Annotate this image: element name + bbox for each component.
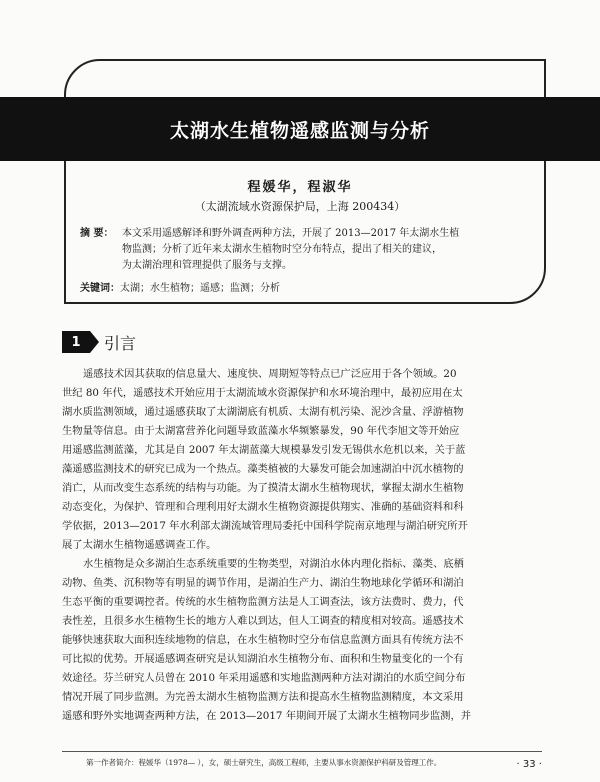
section-number: 1 (62, 331, 90, 353)
authors: 程媛华，程淑华 (247, 180, 353, 195)
text-line: 遥感和野外实地调查两种方法，在 2013—2017 年期间开展了太湖水生植物同步监测，并 (62, 710, 472, 722)
abstract-line: 为太湖治理和管理提供了服务与支撑。 (122, 260, 292, 271)
footnote-rule (62, 751, 542, 752)
text-line: 可比拟的优势。开展遥感调查研究是认知湖泊水生植物分布、面积和生物量变化的一个有 (62, 653, 464, 665)
text-line: 藻遥感监测技术的研究已成为一个热点。藻类植被的大暴发可能会加速湖泊中沉水植物的 (62, 463, 464, 475)
abstract-line: 物监测；分析了近年来太湖水生植物时空分布特点，提出了相关的建议， (122, 244, 442, 255)
section-title: 引言 (104, 333, 137, 353)
abstract (80, 226, 540, 274)
keywords-label: 关键词： (80, 283, 120, 294)
title-band (0, 97, 600, 161)
footnote: 第一作者简介：程媛华（1978— ），女，硕士研究生，高级工程师，主要从事水资源保护科研及管理工作。 (86, 758, 442, 767)
text-line: 学依据，2013—2017 年水利部太湖流域管理局委托中国科学院南京地理与湖泊研究所开 (62, 520, 468, 532)
text-line: 水生植物是众多湖泊生态系统重要的生物类型，对湖泊水体内理化指标、藻类、底栖 (83, 558, 464, 570)
abstract-label: 摘 要： (80, 228, 114, 239)
paragraph-1 (62, 365, 544, 555)
text-line: 世纪 80 年代，遥感技术开始应用于太湖流域水资源保护和水环境治理中，最初应用在太 (62, 387, 463, 399)
affiliation: （太湖流域水资源保护局，上海 200434） (194, 200, 406, 213)
abstract-line: 本文采用遥感解译和野外调查两种方法，开展了 2013—2017 年太湖水生植 (122, 228, 460, 239)
text-line: 动物、鱼类、沉积物等有明显的调节作用，是湖泊生产力、湖泊生物地球化学循环和湖泊 (62, 577, 464, 589)
text-line: 表性差，且很多水生植物生长的地方人难以到达，但人工调查的精度相对较高。遥感技术 (62, 615, 464, 627)
keywords (80, 279, 540, 294)
text-line: 能够快速获取大面积连续地物的信息，在水生植物时空分布信息监测方面具有传统方法不 (62, 634, 464, 646)
page-number: · 33 · (516, 759, 542, 770)
text-line: 遥感技术因其获取的信息量大、速度快、周期短等特点已广泛应用于各个领域。20 (83, 368, 457, 380)
text-line: 展了太湖水生植物遥感调查工作。 (62, 539, 217, 551)
text-line: 用遥感监测蓝藻，尤其是自 2007 年太湖蓝藻大规模暴发引发无锡供水危机以来，关于蓝 (62, 444, 466, 456)
section-heading (62, 331, 136, 353)
text-line: 消亡，从而改变生态系统的结构与功能。为了摸清太湖水生植物现状，掌握太湖水生植物 (62, 482, 464, 494)
text-line: 生态平衡的重要调控者。传统的水生植物监测方法是人工调查法，该方法费时、费力，代 (62, 596, 464, 608)
text-line: 效途径。芬兰研究人员曾在 2010 年采用遥感和实地监测两种方法对湖泊的水质空间分布 (62, 672, 466, 684)
article-title: 太湖水生植物遥感监测与分析 (169, 119, 430, 142)
text-line: 情况开展了同步监测。为完善太湖水生植物监测方法和提高水生植物监测精度，本文采用 (62, 691, 464, 703)
paragraph-2 (62, 555, 544, 726)
text-line: 动态变化，为保护、管理和合理利用好太湖水生植物资源提供翔实、准确的基础资料和科 (62, 501, 464, 513)
keywords-text: 太湖；水生植物；遥感；监测；分析 (120, 283, 280, 294)
text-line: 生物量等信息。由于太湖富营养化问题导致蓝藻水华频繁暴发，90 年代李旭文等开始应 (62, 425, 460, 437)
text-line: 湖水质监测领域，通过遥感获取了太湖湖底有机质、太湖有机污染、泥沙含量、浮游植物 (62, 406, 464, 418)
